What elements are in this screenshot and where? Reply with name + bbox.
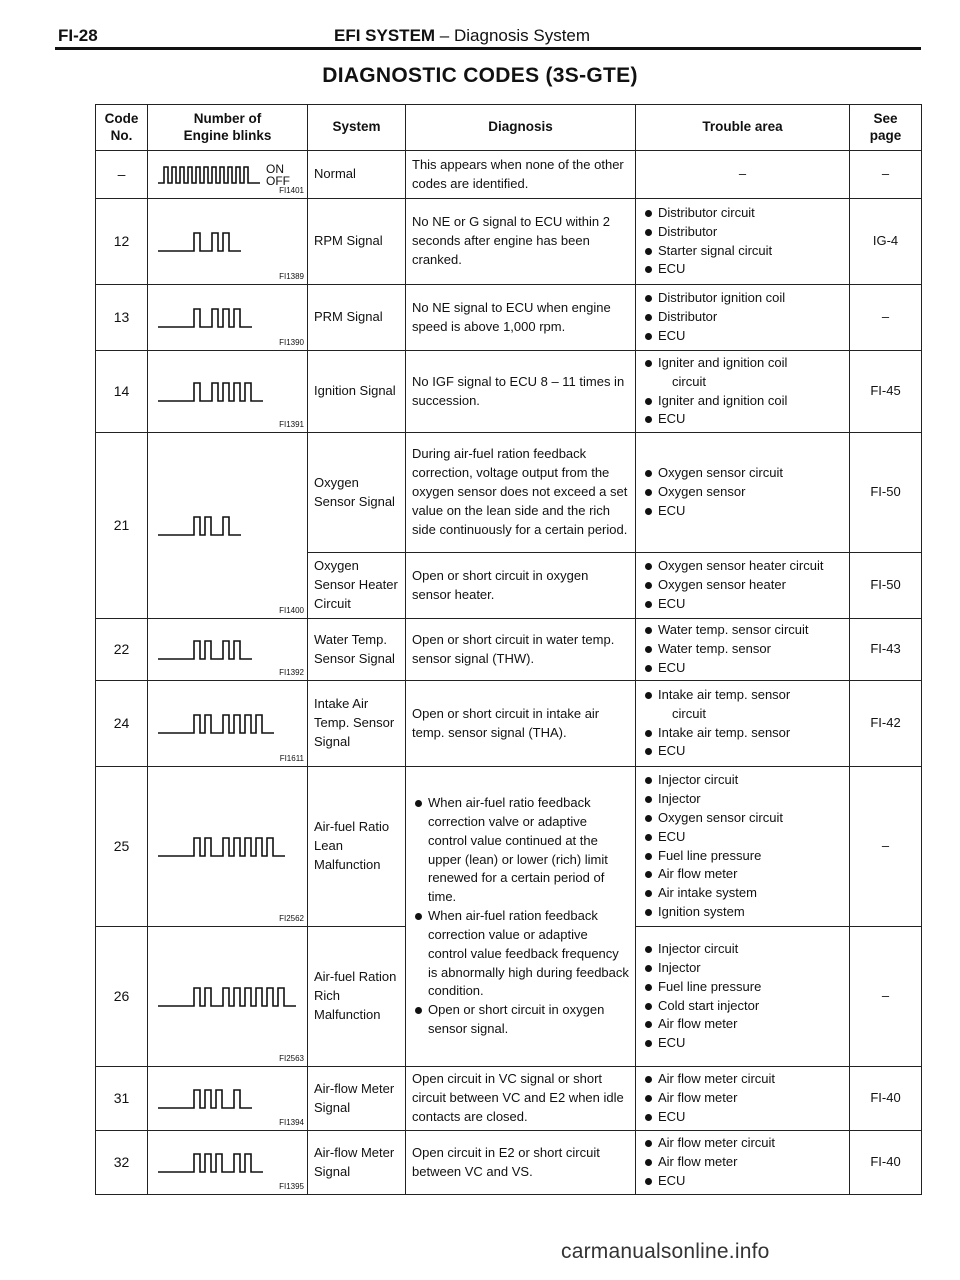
figure-id: FI2562 [279,914,304,924]
blink-pattern-cell [148,927,308,1067]
system-cell: Air-fuel Ratio Lean Malfunction [308,767,406,927]
blink-pulse-line [158,383,263,401]
code-cell: 24 [96,681,148,767]
col-blinks: Number of Engine blinks [148,105,308,151]
trouble-area-cell: Injector circuit Injector Fuel line pressure Cold start injector Air flow meter ECU [636,927,850,1067]
figure-id: FI2563 [279,1054,304,1064]
see-page-cell: FI-50 [850,553,922,619]
see-page-cell: – [850,927,922,1067]
trouble-area-cell: Air flow meter circuit Air flow meter ECU [636,1067,850,1131]
code-cell: 21 [96,433,148,619]
code-cell: 22 [96,619,148,681]
see-page-cell: – [850,151,922,199]
blink-pulse-line [158,988,296,1006]
diagnosis-cell: When air-fuel ratio feedback correction valve or adaptive control value continued at the upper (lean) or lower (rich) limit renewed for a certain period of time. When air-fuel ration feedback correction value or adaptive control value feedback frequency is abnormally high during feedback condition. Open or short circuit in oxygen sensor signal. [406,767,636,1067]
see-page-cell: FI-40 [850,1067,922,1131]
figure-id: FI1401 [279,186,304,196]
col-code: Code No. [96,105,148,151]
see-page-cell: IG-4 [850,199,922,285]
col-trouble-area: Trouble area [636,105,850,151]
trouble-area-cell: Igniter and ignition coil circuit Igniter and ignition coil ECU [636,351,850,433]
blink-waveform [158,380,298,404]
trouble-area-cell: Water temp. sensor circuit Water temp. sensor ECU [636,619,850,681]
table-row [96,433,922,553]
see-page-cell: – [850,285,922,351]
blink-pulse-line [158,1154,263,1172]
section-title-rest: – Diagnosis System [435,26,591,45]
trouble-area-cell: Oxygen sensor heater circuit Oxygen sensor heater ECU [636,553,850,619]
figure-id: FI1394 [279,1118,304,1128]
figure-id: FI1395 [279,1182,304,1192]
blink-waveform [158,638,298,662]
table-row [96,681,922,767]
watermark: carmanualsonline.info [561,1240,770,1263]
diagnosis-cell: Open or short circuit in oxygen sensor heater. [406,553,636,619]
trouble-area-cell: Distributor ignition coil Distributor ECU [636,285,850,351]
blink-pulse-line [158,167,260,183]
code-cell: 12 [96,199,148,285]
blink-pattern-cell [148,619,308,681]
see-page-cell: FI-45 [850,351,922,433]
diagnosis-cell: No NE signal to ECU when engine speed is above 1,000 rpm. [406,285,636,351]
diagnosis-cell: This appears when none of the other codes are identified. [406,151,636,199]
system-cell: Air-flow Meter Signal [308,1067,406,1131]
blink-pulse-line [158,1090,252,1108]
trouble-area-cell: – [636,151,850,199]
blink-pattern-cell [148,1131,308,1195]
blink-pattern-cell [148,351,308,433]
blink-pulse-line [158,715,274,733]
blink-pattern-cell [148,767,308,927]
blink-waveform [158,306,298,330]
table-row [96,151,922,199]
system-cell: Air-fuel Ration Rich Malfunction [308,927,406,1067]
system-cell: Normal [308,151,406,199]
system-cell: Air-flow Meter Signal [308,1131,406,1195]
table-row [96,767,922,927]
blink-waveform [158,985,298,1009]
blink-pattern-cell [148,285,308,351]
blink-waveform [158,1151,298,1175]
page-code: FI-28 [58,26,98,45]
figure-id: FI1611 [279,754,304,764]
table-row [96,351,922,433]
figure-id: FI1391 [279,420,304,430]
col-see-page: See page [850,105,922,151]
system-cell: PRM Signal [308,285,406,351]
see-page-cell: FI-42 [850,681,922,767]
blink-pattern-cell [148,1067,308,1131]
code-cell: 13 [96,285,148,351]
see-page-cell: FI-43 [850,619,922,681]
code-cell: 26 [96,927,148,1067]
blink-pulse-line [158,517,241,535]
table-row [96,1067,922,1131]
blink-pulse-line [158,233,241,251]
table-row [96,619,922,681]
col-diagnosis: Diagnosis [406,105,636,151]
trouble-area-cell: Air flow meter circuit Air flow meter ECU [636,1131,850,1195]
code-cell: 32 [96,1131,148,1195]
header-rule [55,47,921,50]
figure-id: FI1390 [279,338,304,348]
code-cell: – [96,151,148,199]
system-cell: Intake Air Temp. Sensor Signal [308,681,406,767]
diagnosis-cell: No NE or G signal to ECU within 2 seconds after engine has been cranked. [406,199,636,285]
trouble-area-cell: Oxygen sensor circuit Oxygen sensor ECU [636,433,850,553]
diagnostic-codes-table [95,104,922,1195]
blink-pattern-cell [148,681,308,767]
blink-waveform [158,230,298,254]
trouble-area-cell: Intake air temp. sensor circuit Intake air temp. sensor ECU [636,681,850,767]
blink-waveform [158,164,268,186]
table-row [96,199,922,285]
system-cell: RPM Signal [308,199,406,285]
section-title [334,26,590,46]
trouble-area-cell: Distributor circuit Distributor Starter signal circuit ECU [636,199,850,285]
diagnosis-cell: During air-fuel ration feedback correction, voltage output from the oxygen sensor does not exceed a set value on the lean side and the rich side continuously for a certain period. [406,433,636,553]
blink-pulse-line [158,838,285,856]
code-cell: 31 [96,1067,148,1131]
blink-pulse-line [158,309,252,327]
blink-pattern-cell [148,151,308,199]
diagnosis-cell: Open or short circuit in intake air temp. sensor signal (THA). [406,681,636,767]
blink-waveform [158,1087,298,1111]
system-cell: Oxygen Sensor Heater Circuit [308,553,406,619]
figure-id: FI1389 [279,272,304,282]
page-title: DIAGNOSTIC CODES (3S-GTE) [322,64,638,87]
blink-pulse-line [158,641,252,659]
table-row [96,285,922,351]
figure-id: FI1392 [279,668,304,678]
code-cell: 25 [96,767,148,927]
blink-pattern-cell [148,199,308,285]
section-title-bold: EFI SYSTEM [334,26,436,45]
diagnosis-cell: Open circuit in E2 or short circuit between VC and VS. [406,1131,636,1195]
col-system: System [308,105,406,151]
diagnosis-cell: Open circuit in VC signal or short circuit between VC and E2 when idle contacts are closed. [406,1067,636,1131]
diagnosis-cell: Open or short circuit in water temp. sensor signal (THW). [406,619,636,681]
blink-waveform [158,835,298,859]
table-row [96,1131,922,1195]
code-cell: 14 [96,351,148,433]
on-off-labels: ON OFF [266,161,290,188]
table-header-row [96,105,922,151]
blink-waveform [158,514,298,538]
blink-pattern-cell [148,433,308,619]
system-cell: Oxygen Sensor Signal [308,433,406,553]
see-page-cell: FI-50 [850,433,922,553]
system-cell: Ignition Signal [308,351,406,433]
trouble-area-cell: Injector circuit Injector Oxygen sensor circuit ECU Fuel line pressure Air flow meter Air intake system Ignition system [636,767,850,927]
see-page-cell: – [850,767,922,927]
system-cell: Water Temp. Sensor Signal [308,619,406,681]
diagnosis-cell: No IGF signal to ECU 8 – 11 times in succession. [406,351,636,433]
see-page-cell: FI-40 [850,1131,922,1195]
blink-waveform [158,712,298,736]
figure-id: FI1400 [279,606,304,616]
